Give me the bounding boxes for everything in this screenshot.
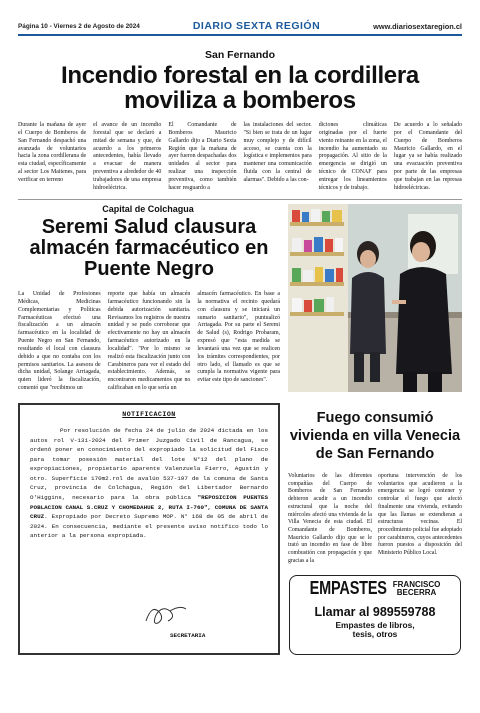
website-link[interactable]: www.diariosextaregion.cl: [373, 21, 462, 31]
page-number-date: Página 10 - Viernes 2 de Agosto de 2024: [18, 22, 140, 30]
signature-label: SECRETARIA: [170, 632, 206, 639]
article1-column: El Comandante de Bomberos Mauricio Gallardo dijo a Diario Sexta Región que la mañana de ayer fueron despachadas dos unidades al sector para realizar una inspección preventiva, como también hacer resguardo a: [168, 122, 237, 191]
article1-headline: Incendio forestal en la cordillera moviliza a bomberos: [61, 62, 419, 115]
notice-text: . Expropiado por Decreto Supremo MOP. N° 168 de 05 de abril de 2024. En consecuencia, mediante el presente aviso notifico todo lo anterior a la persona expropiada.: [30, 513, 268, 540]
page-header: [18, 18, 462, 36]
article1-kicker: San Fernando: [204, 49, 275, 61]
ad-name: [393, 581, 441, 598]
article3-headline: Fuego consumió vivienda en villa Venecia de San Fernando: [289, 410, 461, 462]
ad-description: [290, 621, 460, 640]
article1-column: Durante la mañana de ayer el Cuerpo de Bomberos de San Fernando despachó una avanzada de voluntarios hacia la zona cordillerana de esta ciudad, específicamente al sector Los Maitenes, para verificar en terreno: [18, 122, 87, 183]
section-divider: [18, 199, 462, 200]
pharmacy-photo-illustration: [288, 204, 462, 392]
article2-column: almacén farmacéutico. En base a la normativa el recinto quedará con clausura y se iniciará un sumario sanitario", puntualizó Arriagada. Por su parte el Seremi de Salud (s), Rodrigo Proharam, expresó que "esta medida se levantará una vez que se realicen los trámites correspondientes, por otro lado, el llamado es que se cumpla la normativa vigente para evitar este tipo de sanciones".: [197, 291, 281, 384]
notice-bold-text: "REPOSICION PUENTES POBLACION CANAL S.CRUZ Y CHOMEDAHUE 2, RUTA I-760", COMUNA DE SANTA CRUZ: [30, 493, 268, 521]
notice-title: NOTIFICACION: [122, 411, 176, 418]
signature-icon: [140, 599, 190, 629]
article1-column: las instalaciones del sector. "Si bien se trata de un lugar muy complejo y de difícil acceso, se cuenta con la logística e implementos para mantener una comunicación fluida con la central de alarmas". Debido a las con-: [243, 122, 312, 183]
article1-body: [18, 122, 462, 194]
article2-column: La Unidad de Profesiones Médicas, Medicinas Complementarias y Políticas Farmacéuticas efectuó una fiscalización a un almacén farmacéutico en la localidad de Puente Negro en San Fernando, resultando el local con clausura debido a que no contaba con los permisos sanitarios. La asesora de dicha unidad, Solange Arriagada, quien lideró la fiscalización, comentó que "recibimos un: [18, 291, 101, 392]
article3-column: Voluntarios de las diferentes compañías del Cuerpo de Bomberos de San Fernando debieron acudir a un incendio estructural que la noche del miércoles afectó una vivienda de la Villa Venecia de esta ciudad. El Comandante de Bomberos, Mauricio Gallardo dijo que se le trató un incendio en fase de libre combustión con propagación y que gracias a la: [288, 473, 372, 564]
notice-body: [30, 426, 268, 541]
article1-column: De acuerdo a lo señalado por el Comandante del Cuerpo de Bomberos Mauricio Gallardo, en el lugar ya se había realizado una evacuación preventiva por parte de las empresas que trabajan en las represas hidroeléctricas.: [393, 122, 463, 191]
ad-name-line1: FRANCISCO: [392, 580, 441, 589]
article2-headline: Seremi Salud clausura almacén farmacéutico en Puente Negro: [29, 216, 269, 280]
article3-column: oportuna intervención de los voluntarios que acudieron a la emergencia se logró contener y controlar el fuego que afectó finalmente una vivienda, evitando que las llamas se extendieran a estructuras vecinas. El procedimiento policial fue adoptado por carabineros, cuyos antecedentes fueron puestos a disposición del Ministerio Público Local.: [378, 473, 462, 557]
ad-name-line2: BECERRA: [396, 588, 437, 598]
pharmacy-photo: [288, 204, 462, 392]
article1-column: diciones climáticas originadas por el fuerte viento reinante en la zona, el incendio ha aumentado su propagación. Al sitio de la emergencia se dirigió un técnico de CONAF para entregar los lineamientos técnicos y de trabajo.: [318, 122, 387, 191]
ad-brand: EMPASTES: [309, 579, 387, 600]
article3-body: [288, 473, 462, 573]
masthead: DIARIO SEXTA REGIÓN: [192, 20, 321, 32]
notice-text: Por resolución de fecha 24 de julio de 2024 dictada en los autos rol V-131-2024 del Primer Juzgado Civil de Rancagua, se ordenó poner en conocimiento del expropiado la solicitud del Fisco para tomar posesión material del lote N°12 del plano de expropiaciones, propietario aparente Valenzuela Fierro, Agustín y otro. Superficie 170m2.rol de avalúo 537-197 de la comuna de Santa Cruz, provincia de Colchagua, Región del Libertador Bernardo O'Higgins, necesario para la obra pública: [30, 427, 268, 501]
article2-body: [18, 291, 280, 397]
ad-header: [290, 581, 460, 598]
legal-notice: [18, 403, 280, 655]
article2-column: reporte que había un almacén farmacéutico funcionando sin la debida autorización sanitaria. Revisamos los registros de nuestra unidad y se pudo corroborar que efectivamente no hay un almacén farmacéutico autorizado en la localidad". "Por lo mismo se realizó esta fiscalización junto con Carabineros para ver el estado del establecimiento. Además, se encontraron medicamentos que no calificaban en lo que sería un: [107, 291, 191, 392]
ad-desc-line2: tesis, otros: [352, 629, 398, 640]
ad-phone: Llamar al 989559788: [314, 604, 436, 619]
article2-kicker: Capital de Colchagua: [102, 204, 194, 214]
article1-column: el avance de un incendio forestal que se declaró a mitad de semana y que, de acuerdo a los primeros antecedentes, había llevado a evacuar de manera preventiva a alrededor de 40 trabajadores de una empresa hidroeléctrica.: [93, 122, 162, 191]
ad-desc-line1: Empastes de libros,: [335, 619, 415, 630]
empastes-advertisement: [289, 575, 461, 655]
